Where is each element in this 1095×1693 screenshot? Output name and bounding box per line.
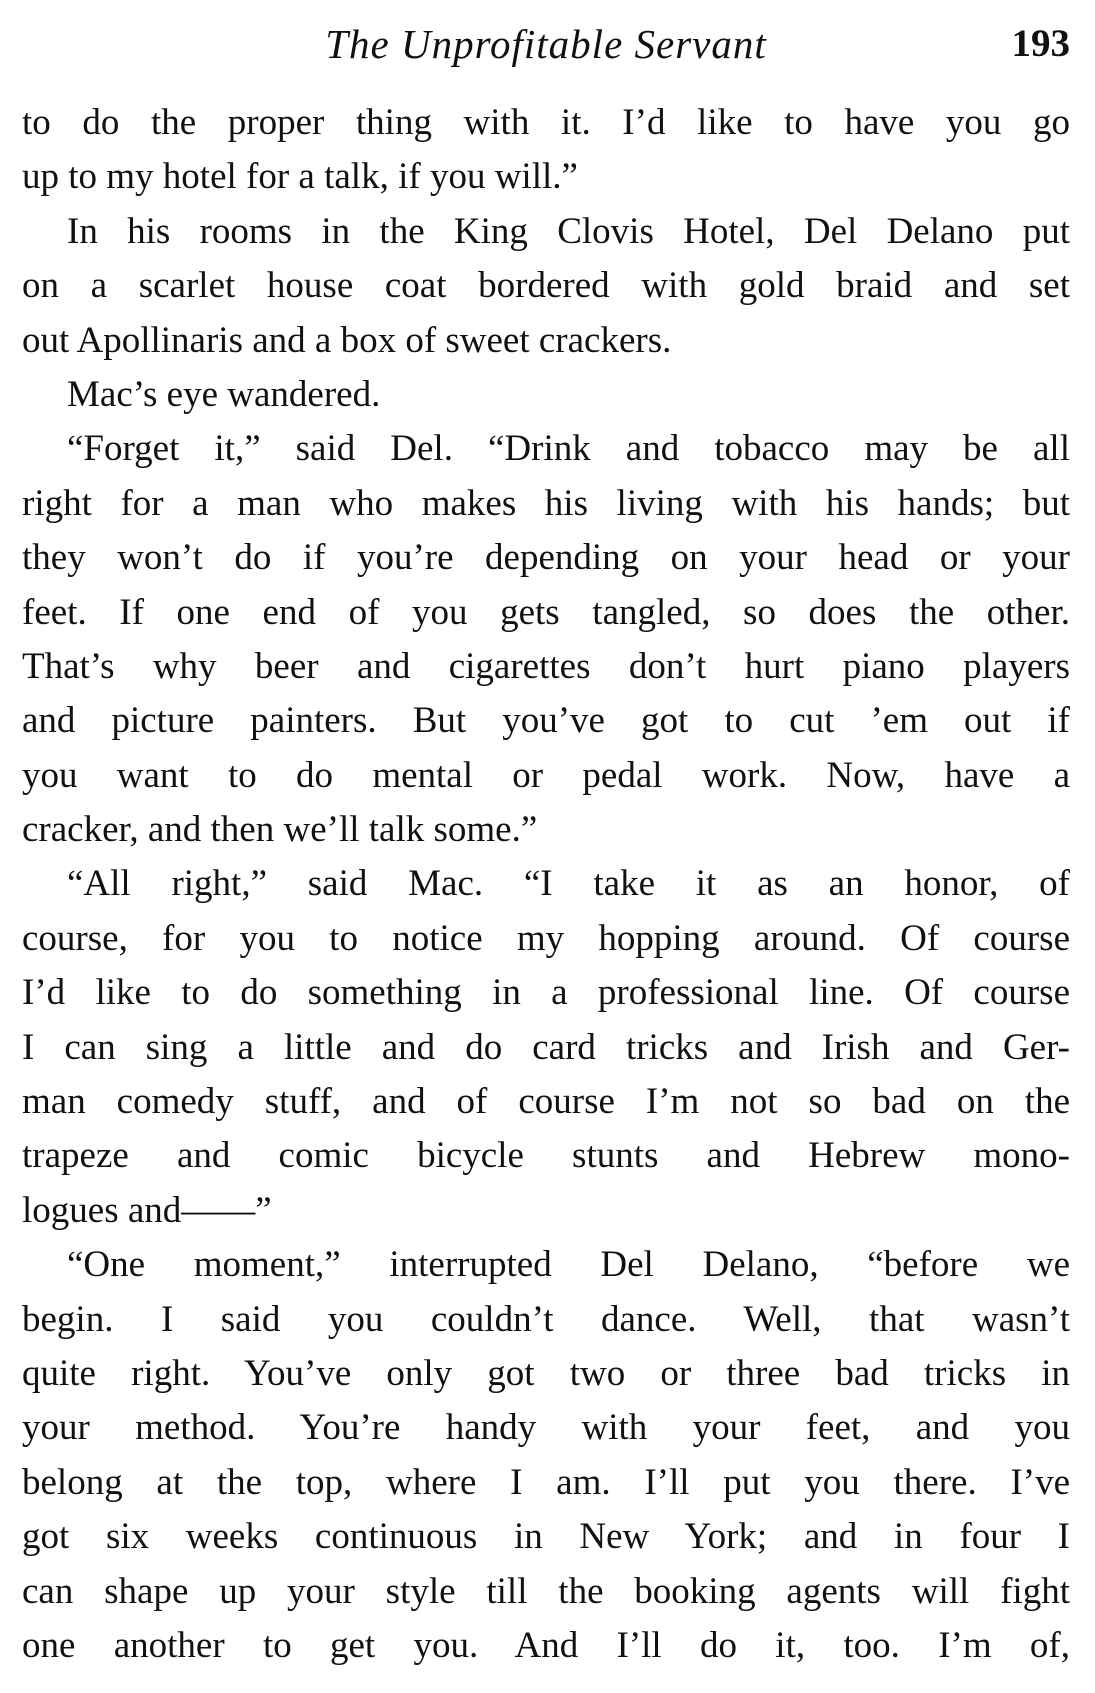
text-line: and picture painters. But you’ve got to cut ’em out if — [22, 700, 1070, 742]
text-line: course, for you to notice my hopping around. Of course — [22, 917, 1070, 959]
text-line: cracker, and then we’ll talk some.” — [22, 809, 538, 851]
text-line: on a scarlet house coat bordered with gold braid and set — [22, 265, 1070, 307]
text-line: In his rooms in the King Clovis Hotel, Del Delano put — [67, 210, 1070, 252]
text-line: begin. I said you couldn’t dance. Well, that wasn’t — [22, 1298, 1070, 1340]
text-line: one another to get you. And I’ll do it, too. I’m of, — [22, 1624, 1070, 1666]
text-line: got six weeks continuous in New York; and in four I — [22, 1516, 1070, 1558]
text-line: trapeze and comic bicycle stunts and Hebrew mono- — [22, 1135, 1070, 1177]
text-line: I’d like to do something in a professional line. Of course — [22, 972, 1070, 1014]
text-line: can shape up your style till the booking agents will fight — [22, 1570, 1070, 1612]
text-line: Mac’s eye wandered. — [67, 373, 381, 415]
text-line: man comedy stuff, and of course I’m not so bad on the — [22, 1081, 1070, 1123]
text-line: logues and——” — [22, 1189, 272, 1231]
running-title: The Unprofitable Servant — [325, 21, 767, 67]
text-line: That’s why beer and cigarettes don’t hurt piano players — [22, 645, 1070, 687]
text-line: I can sing a little and do card tricks and Irish and Ger- — [22, 1026, 1070, 1068]
text-line: quite right. You’ve only got two or three bad tricks in — [22, 1352, 1070, 1394]
book-page — [22, 0, 1070, 1693]
text-line: belong at the top, where I am. I’ll put you there. I’ve — [22, 1461, 1070, 1503]
text-line: you want to do mental or pedal work. Now, have a — [22, 754, 1070, 796]
text-line: right for a man who makes his living with his hands; but — [22, 482, 1070, 524]
text-line: feet. If one end of you gets tangled, so does the other. — [22, 591, 1070, 633]
text-line: your method. You’re handy with your feet, and you — [22, 1407, 1070, 1449]
page-number: 193 — [1011, 22, 1070, 65]
text-line: “All right,” said Mac. “I take it as an honor, of — [67, 863, 1070, 905]
text-line: “One moment,” interrupted Del Delano, “before we — [67, 1244, 1070, 1286]
text-line: up to my hotel for a talk, if you will.” — [22, 156, 578, 198]
text-line: to do the proper thing with it. I’d like to have you go — [22, 102, 1070, 143]
text-line: they won’t do if you’re depending on your head or your — [22, 537, 1070, 579]
text-line: “Forget it,” said Del. “Drink and tobacco may be all — [67, 428, 1070, 470]
running-head — [22, 14, 1070, 74]
text-line: out Apollinaris and a box of sweet crackers. — [22, 319, 672, 361]
body-text — [22, 96, 1070, 1673]
